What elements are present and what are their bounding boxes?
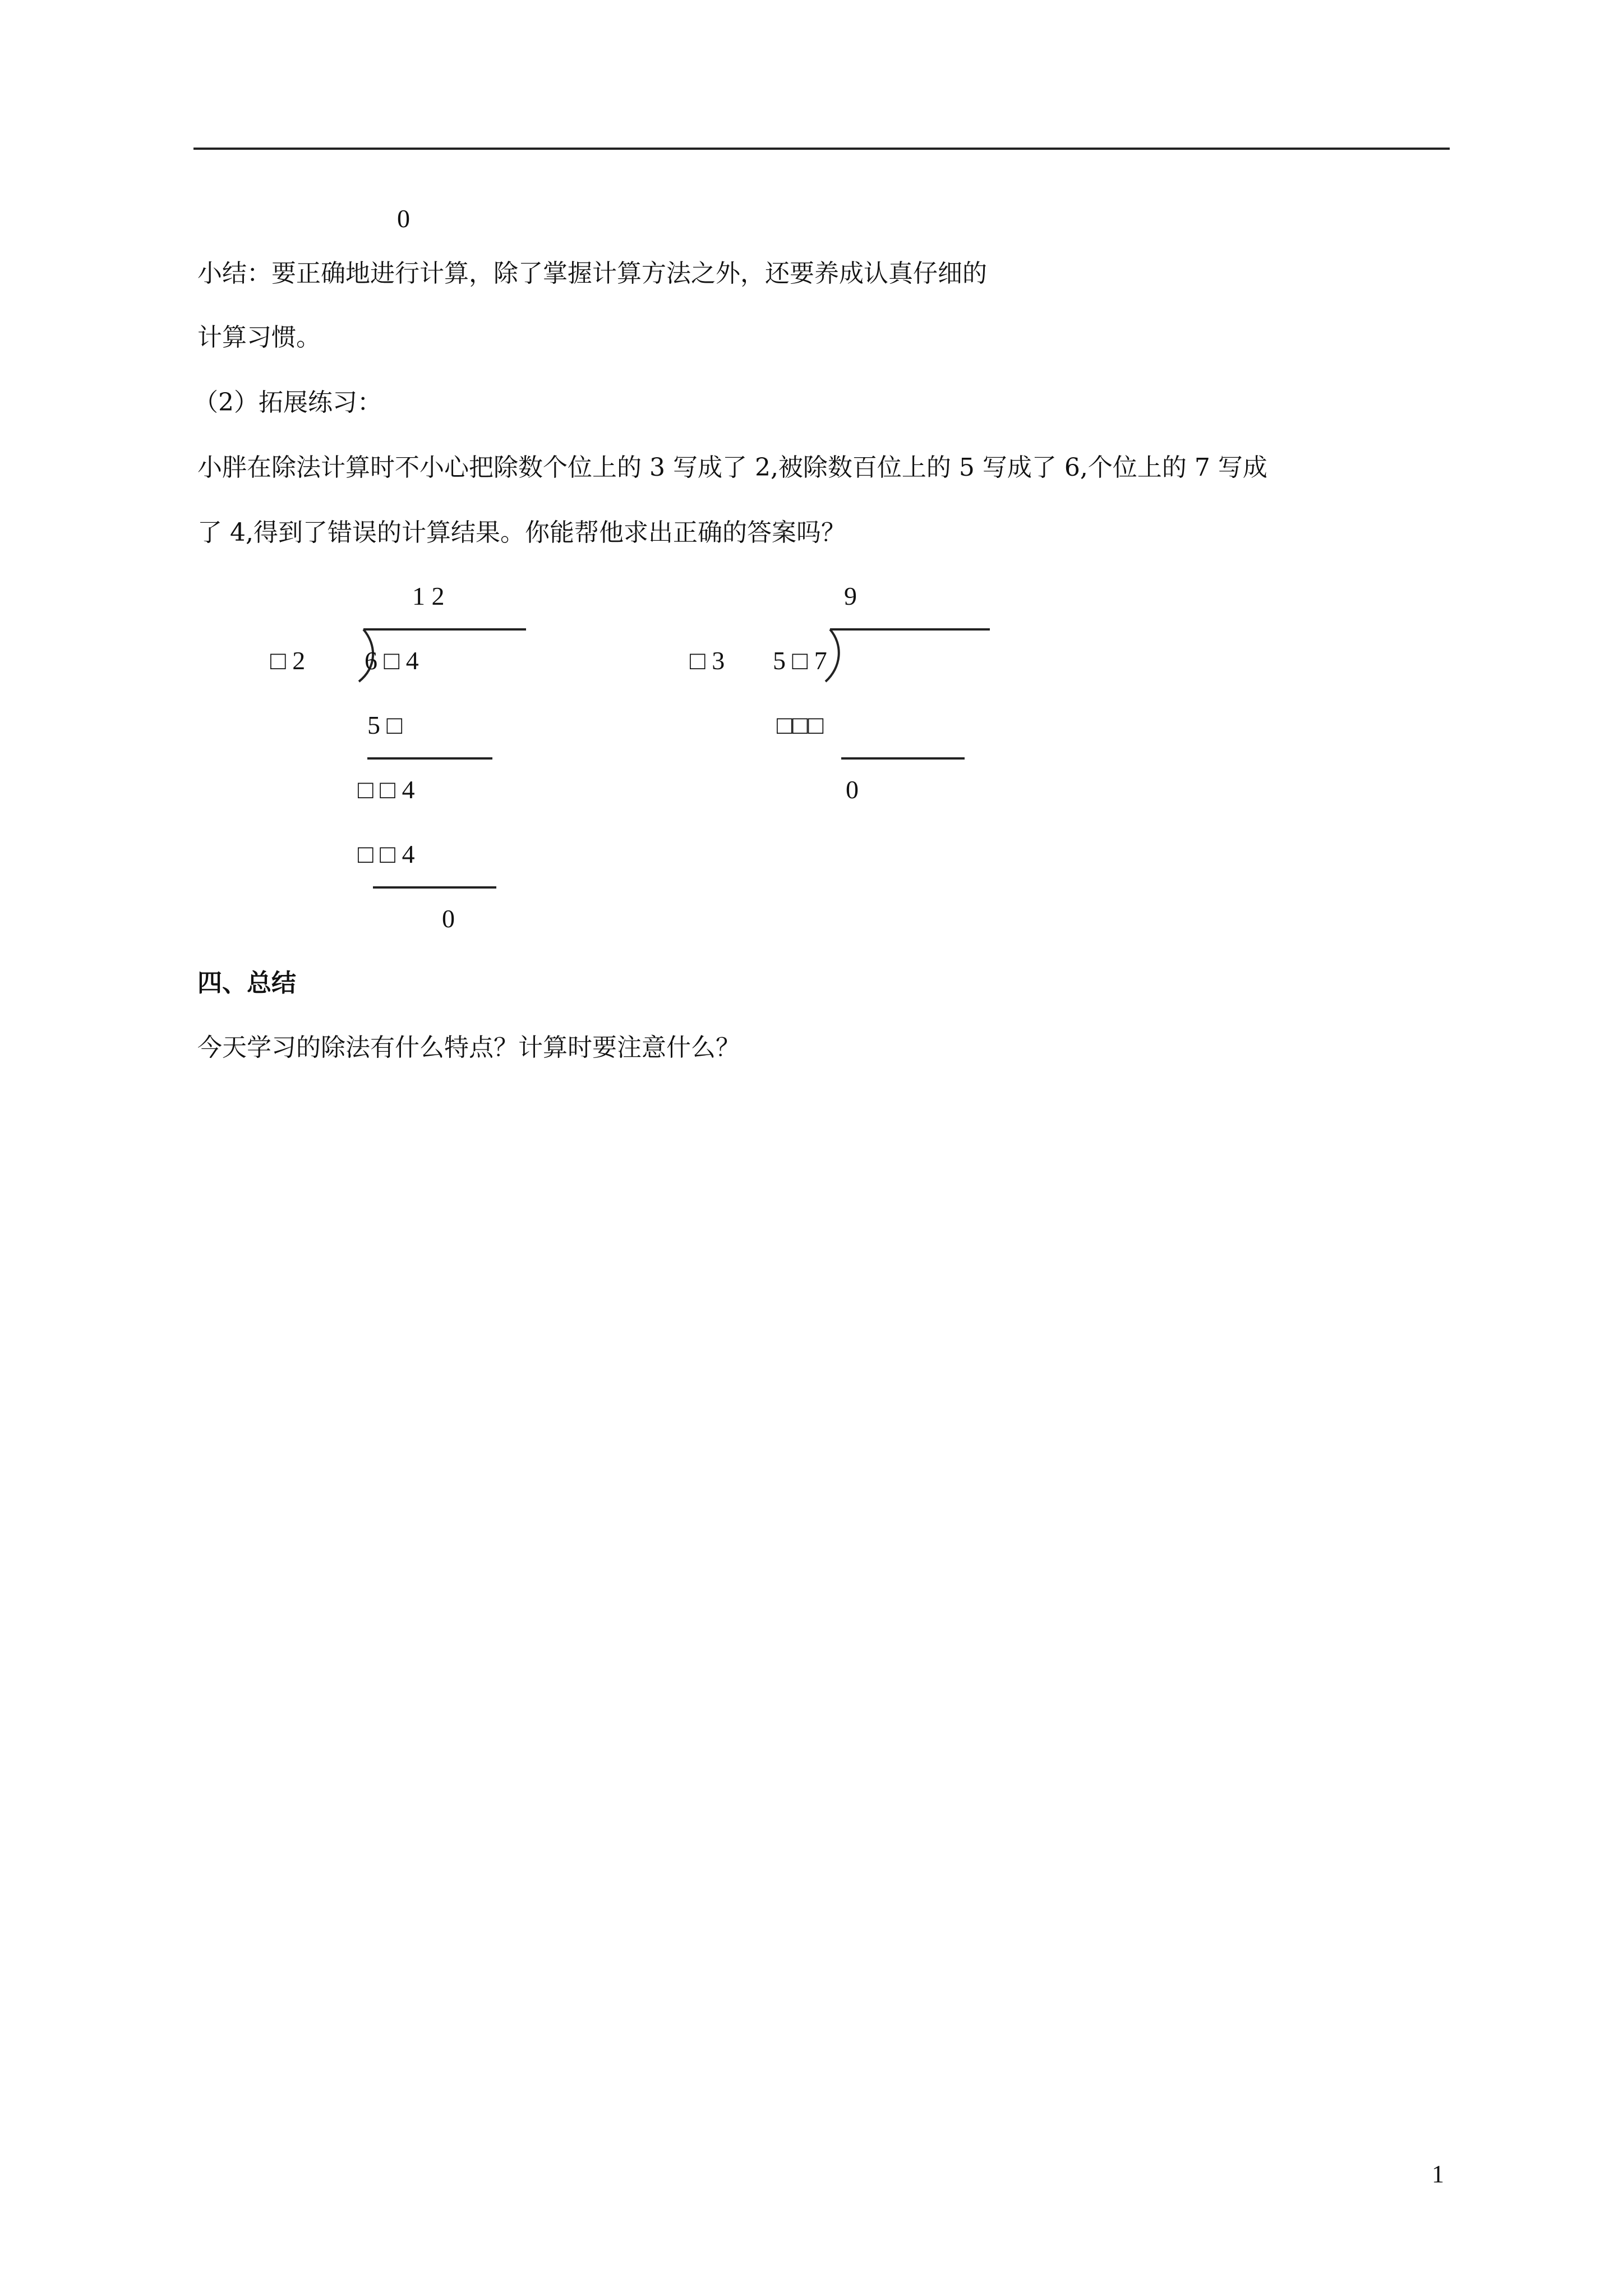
extension-problem-line-2: 了 4,得到了错误的计算结果。你能帮他求出正确的答案吗？ (197, 518, 846, 547)
division-right-remainder: 0 (846, 775, 859, 804)
division-right-divisor: □ 3 (690, 646, 725, 675)
page-number: 1 (1432, 2160, 1444, 2188)
summary-line-2: 计算习惯。 (197, 323, 321, 352)
division-right-lines (0, 0, 1623, 954)
division-left-remainder: 0 (442, 904, 455, 933)
division-right-bracket (826, 629, 839, 682)
division-right-quotient: 9 (844, 582, 857, 610)
section-4-heading: 四、总结 (197, 969, 296, 997)
top-remainder: 0 (397, 204, 410, 233)
section-4-question: 今天学习的除法有什么特点？计算时要注意什么？ (197, 1033, 740, 1062)
division-left-step-3: □ □ 4 (358, 840, 415, 868)
summary-line-1: 小结：要正确地进行计算，除了掌握计算方法之外，还要养成认真仔细的 (197, 259, 987, 288)
division-left-divisor: □ 2 (270, 646, 306, 675)
extension-heading: （2）拓展练习： (193, 388, 382, 417)
division-left-dividend: 6 □ 4 (365, 646, 419, 675)
division-right-dividend: 5 □ 7 (773, 646, 827, 675)
division-left-quotient: 1 2 (412, 582, 445, 610)
division-left-step-1: 5 □ (367, 711, 403, 739)
extension-problem-line-1: 小胖在除法计算时不小心把除数个位上的 3 写成了 2,被除数百位上的 5 写成了 6,个位上的 7 写成 (197, 453, 1267, 482)
division-right-step-1: □□□ (777, 711, 824, 739)
division-left-step-2: □ □ 4 (358, 775, 415, 804)
